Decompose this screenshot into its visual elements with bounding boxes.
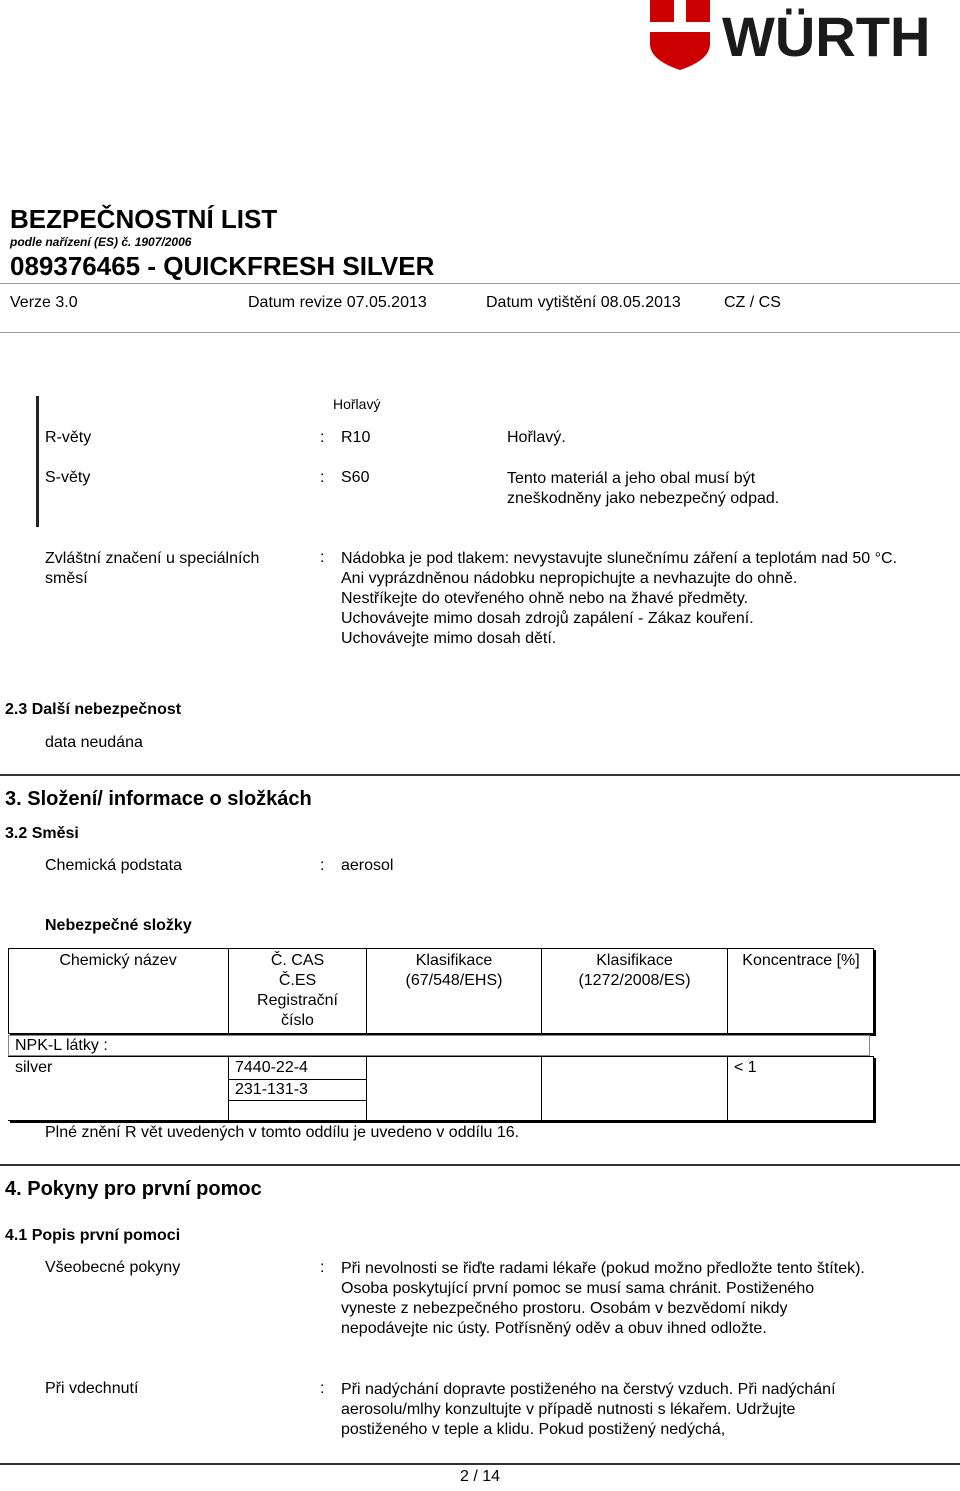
col-name-header: Chemický název (59, 952, 177, 969)
product-title: 089376465 - QUICKFRESH SILVER (10, 251, 435, 281)
chem-nature-label: Chemická podstata (45, 857, 182, 874)
s-phrases-label: S-věty (45, 469, 91, 486)
chem-nature-value: aerosol (341, 857, 394, 874)
special-line: Uchovávejte mimo dosah zdrojů zapálení - Zákaz kouření. (341, 610, 754, 627)
wurth-logo (648, 0, 960, 70)
col-class1-header: Klasifikace (67/548/EHS) (405, 952, 503, 989)
language: CZ / CS (724, 294, 781, 311)
col-conc-header: Koncentrace [%] (742, 952, 860, 969)
hazardous-components-heading: Nebezpečné složky (45, 917, 192, 934)
special-labelling-text (341, 549, 901, 649)
logo-wordmark: WÜRTH (722, 5, 931, 68)
col-cas-header (228, 951, 367, 1031)
hazard-symbol-label: Hořlavý (333, 396, 381, 412)
doc-subtitle: podle nařízení (ES) č. 1907/2006 (10, 235, 192, 249)
section-2-3-text: data neudána (45, 734, 143, 751)
header-divider (0, 283, 960, 284)
version: Verze 3.0 (10, 294, 78, 311)
general-advice-text: Při nevolnosti se řiďte radami lékaře (pokud možno předložte tento štítek). Osoba poskytující první pomoc se musí sama chránit. Postiženého vyneste z nebezpečného prostoru. Osobám v bezvědomí nikdy nepodávejte nic ústy. Potřísněný oděv a obuv ihned odložte. (341, 1260, 865, 1337)
col-cas-label: Č. CAS (270, 952, 325, 969)
special-line: Uchovávejte mimo dosah dětí. (341, 630, 557, 647)
colon: : (320, 857, 325, 874)
doc-title: BEZPEČNOSTNÍ LIST (10, 204, 278, 234)
row-chem-name: silver (15, 1059, 53, 1076)
colon: : (320, 1259, 325, 1276)
revision-date: Datum revize 07.05.2013 (248, 294, 427, 311)
special-line: Ani vyprázdněnou nádobku nepropichujte a nevhazujte do ohně. (341, 570, 798, 587)
special-labelling-label: Zvláštní značení u speciálních směsí (45, 550, 260, 587)
col-class2-header: Klasifikace (1272/2008/ES) (578, 952, 691, 989)
npk-row (8, 1035, 870, 1056)
colon: : (320, 549, 325, 566)
page-number: 2 / 14 (459, 1468, 501, 1485)
section-2-3-heading: 2.3 Další nebezpečnost (5, 701, 182, 718)
section-divider (0, 1164, 960, 1166)
data-cas-divider (228, 1079, 366, 1080)
col-reg-label: Registrační číslo (257, 992, 338, 1029)
r-phrases-label: R-věty (45, 429, 92, 446)
meta-divider (0, 332, 960, 333)
data-class2-border (541, 1056, 728, 1121)
s-phrases-code: S60 (341, 469, 370, 486)
print-date: Datum vytištění 08.05.2013 (486, 294, 681, 311)
special-line: Nestříkejte do otevřeného ohně nebo na žhavé předměty. (341, 590, 749, 607)
footer-divider (0, 1463, 960, 1465)
inhalation-label: Při vdechnutí (45, 1380, 139, 1397)
special-line: Nádobka je pod tlakem: nevystavujte slunečnímu záření a teplotám nad 50 °C. (341, 550, 898, 567)
r-phrases-footnote: Plné znění R vět uvedených v tomto oddílu je uvedeno v oddílu 16. (45, 1124, 520, 1141)
colon: : (320, 469, 325, 486)
section-4-heading: 4. Pokyny pro první pomoc (5, 1178, 262, 1200)
row-es: 231-131-3 (235, 1081, 308, 1098)
change-bar (36, 396, 39, 527)
s-phrases-text: Tento materiál a jeho obal musí být zneškodněny jako nebezpečný odpad. (507, 470, 780, 507)
section-divider (0, 774, 960, 776)
col-es-label: Č.ES (278, 972, 317, 989)
r-phrases-code: R10 (341, 429, 371, 446)
row-cas: 7440-22-4 (235, 1059, 308, 1076)
data-es-divider (228, 1100, 366, 1101)
section-4-1-heading: 4.1 Popis první pomoci (5, 1227, 181, 1244)
section-3-heading: 3. Složení/ informace o složkách (5, 788, 312, 810)
npk-label: NPK-L látky : (15, 1037, 108, 1054)
colon: : (320, 1380, 325, 1397)
colon: : (320, 429, 325, 446)
row-concentration: < 1 (734, 1059, 757, 1076)
inhalation-text: Při nadýchání dopravte postiženého na čerstvý vzduch. Při nadýchání aerosolu/mlhy konzultujte v případě nutnosti s lékařem. Udržujte postiženého v teple a klidu. Pokud postižený nedýchá, (341, 1381, 836, 1438)
general-advice-label: Všeobecné pokyny (45, 1259, 181, 1276)
section-3-2-heading: 3.2 Směsi (5, 825, 79, 842)
r-phrases-text: Hořlavý. (507, 429, 566, 446)
